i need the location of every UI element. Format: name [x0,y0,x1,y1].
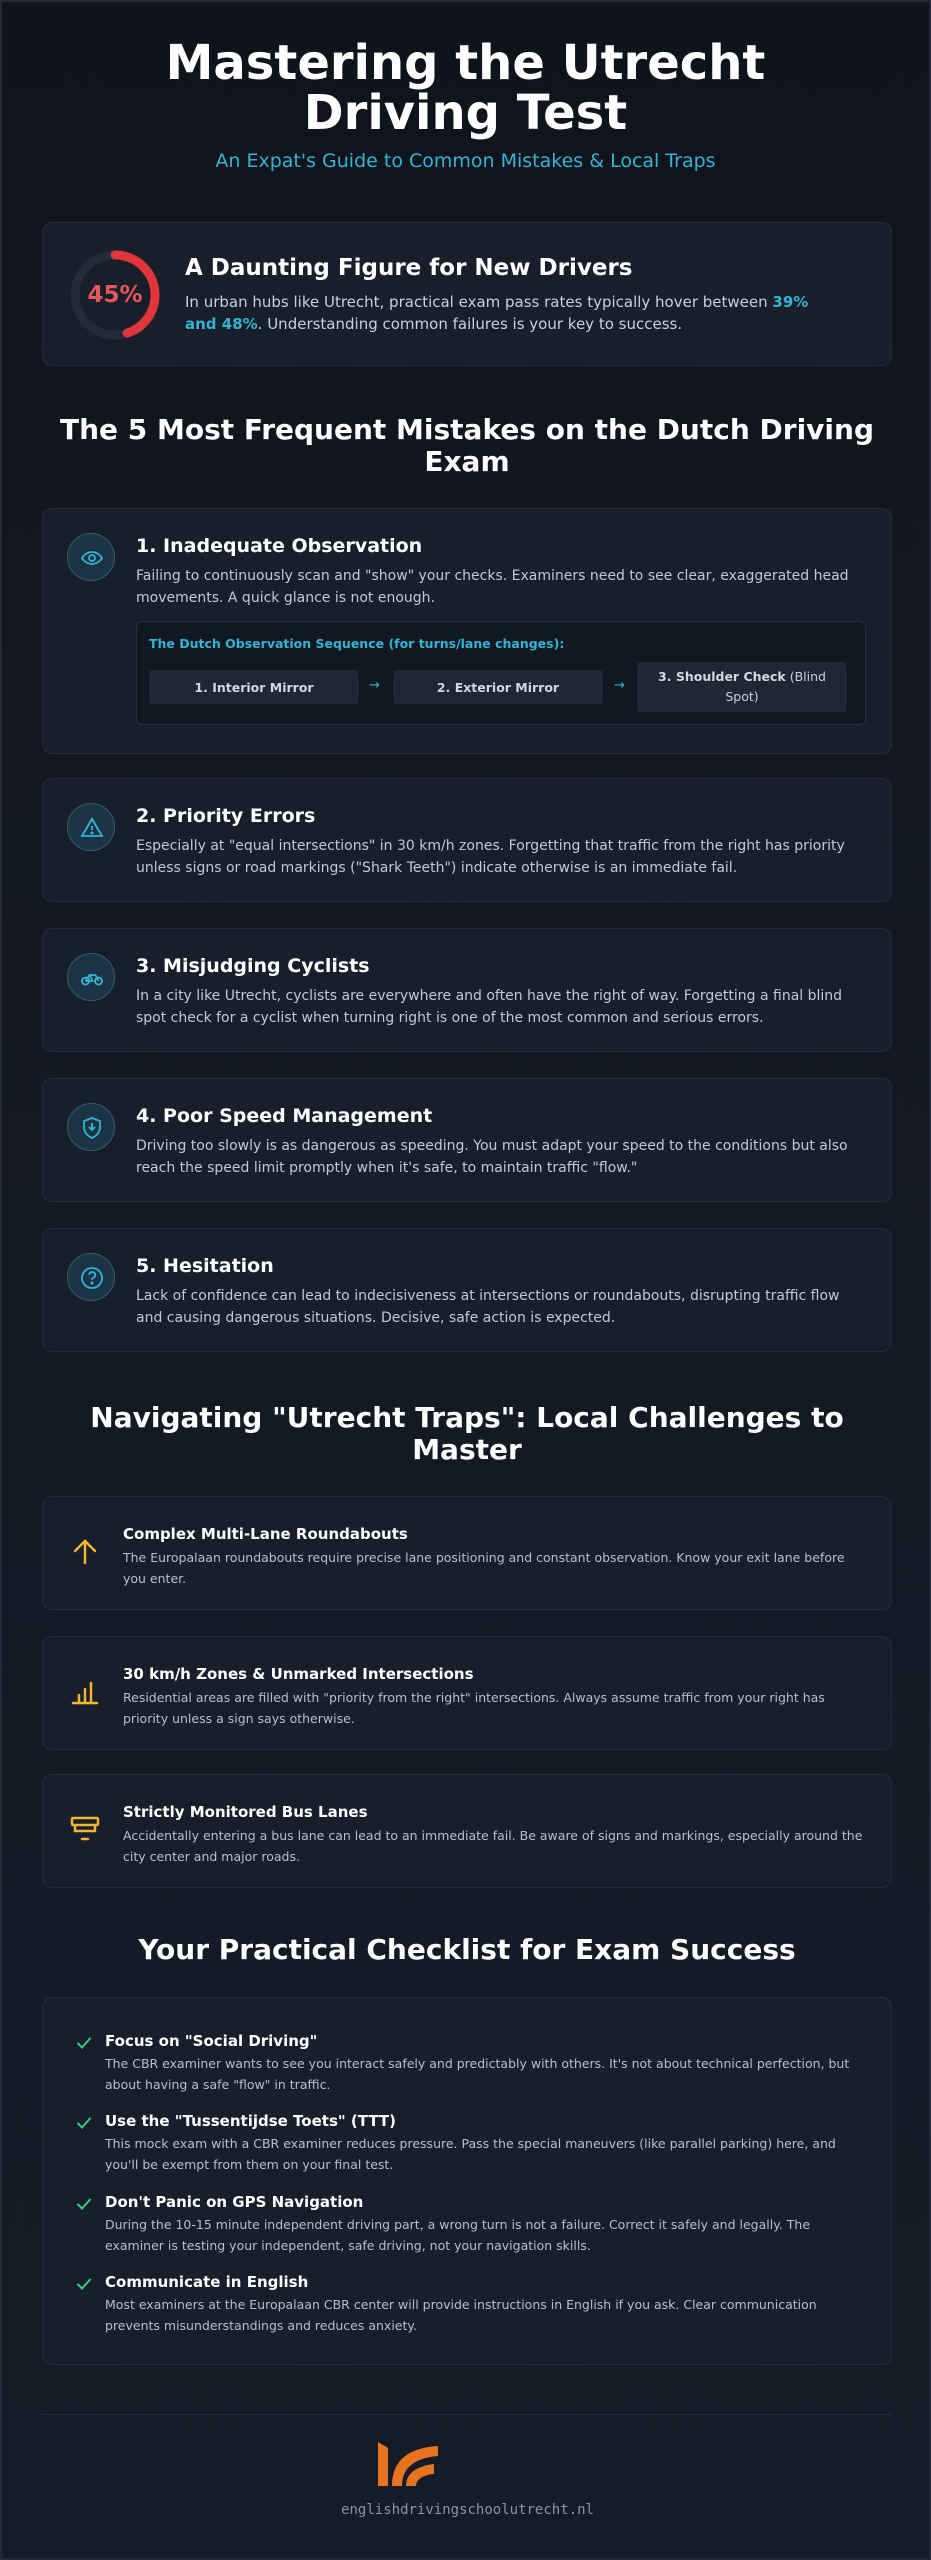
bicycle-icon [67,953,115,1001]
mistakes-section-title: The 5 Most Frequent Mistakes on the Dutch Driving Exam [59,413,875,478]
mistake-body: Lack of confidence can lead to indecisiveness at intersections or roundabouts, disrupting traffic flow and causing dangerous situations. Decisive, safe action is expected. [136,1288,840,1326]
observation-step-1: 1. Interior Mirror [149,670,359,704]
mistake-title: 1. Inadequate Observation [136,535,423,557]
bus-lane-icon [69,1813,101,1845]
eye-icon [67,533,115,581]
header [2,2,929,172]
mistake-card-1 [42,508,892,754]
observation-sequence [136,621,866,725]
mistake-card-3 [42,928,892,1052]
trap-card-2 [42,1636,892,1750]
checklist-item-body: This mock exam with a CBR examiner reduces pressure. Pass the special maneuvers (like parallel parking) here, and you'll be exempt from them on your final test. [105,2136,836,2172]
pass-rate-percent: 45% [87,282,143,308]
traps-section-title: Navigating "Utrecht Traps": Local Challenges to Master [90,1401,844,1466]
observation-sequence-title: The Dutch Observation Sequence (for turns/lane changes): [149,636,565,651]
speed-shield-icon [67,1103,115,1151]
stat-title: A Daunting Figure for New Drivers [185,255,633,281]
mistake-title: 3. Misjudging Cyclists [136,955,370,977]
pass-rate-range: 39% and 48% [185,293,809,333]
footer-url[interactable]: englishdrivingschoolutrecht.nl [341,2502,594,2518]
footer-divider [42,2414,892,2415]
stat-body: In urban hubs like Utrecht, practical exam pass rates typically hover between 39% and 48%. Understanding common failures is your key to success. [185,293,809,333]
warning-triangle-icon [67,803,115,851]
mistake-body: Failing to continuously scan and "show" your checks. Examiners need to see clear, exaggerated head movements. A quick glance is not enough. [136,568,849,606]
checklist-item-body: Most examiners at the Europalaan CBR center will provide instructions in English if you ask. Clear communication prevents misunderstandings and reduces anxiety. [105,2297,817,2333]
checklist-item-title: Use the "Tussentijdse Toets" (TTT) [105,2112,396,2130]
observation-step-2: 2. Exterior Mirror [393,670,603,704]
checklist-item-title: Don't Panic on GPS Navigation [105,2193,364,2211]
checklist-section-title: Your Practical Checklist for Exam Success [138,1933,796,1966]
mistake-title: 2. Priority Errors [136,805,316,827]
checklist-item-body: The CBR examiner wants to see you interact safely and predictably with others. It's not about technical perfection, but about having a safe "flow" in traffic. [105,2056,850,2092]
mistake-title: 5. Hesitation [136,1255,274,1277]
trap-body: Residential areas are filled with "priority from the right" intersections. Always assume traffic from your right has priority unless a sign says otherwise. [123,1690,825,1726]
mistake-card-2 [42,778,892,902]
question-circle-icon [67,1253,115,1301]
mistake-body: Especially at "equal intersections" in 30 km/h zones. Forgetting that traffic from the right has priority unless signs or road markings ("Shark Teeth") indicate otherwise is an immediate fail. [136,838,845,876]
page-subtitle: An Expat's Guide to Common Mistakes & Local Traps [215,150,716,172]
checklist-item-body: During the 10-15 minute independent driving part, a wrong turn is not a failure. Correct it safely and legally. The examiner is testing your independent, safe driving, not your navigation skills. [105,2217,811,2253]
mistake-card-4 [42,1078,892,1202]
page-title: Mastering the Utrecht Driving Test [165,35,766,141]
trap-title: Strictly Monitored Bus Lanes [123,1803,368,1821]
check-icon [75,2195,93,2213]
mistake-card-5 [42,1228,892,1352]
mistake-body: In a city like Utrecht, cyclists are everywhere and often have the right of way. Forgetting a final blind spot check for a cyclist when turning right is one of the most common and serious errors. [136,988,843,1026]
check-icon [75,2275,93,2293]
observation-step-3: 3. Shoulder Check (Blind Spot) [637,662,847,712]
mistake-title: 4. Poor Speed Management [136,1105,433,1127]
trap-title: Complex Multi-Lane Roundabouts [123,1525,408,1543]
checklist-item-title: Communicate in English [105,2273,309,2291]
trap-title: 30 km/h Zones & Unmarked Intersections [123,1665,474,1683]
arrow-right-icon: → [369,678,380,693]
arrow-up-split-icon [69,1535,101,1567]
trap-card-1 [42,1496,892,1610]
checklist-item-title: Focus on "Social Driving" [105,2032,318,2050]
pass-rate-card [42,222,892,366]
check-icon [75,2114,93,2132]
arrow-right-icon: → [614,678,625,693]
bar-chart-icon [69,1675,101,1707]
mistake-body: Driving too slowly is as dangerous as speeding. You must adapt your speed to the conditions but also reach the speed limit promptly when it's safe, to maintain traffic "flow." [136,1138,848,1176]
trap-body: Accidentally entering a bus lane can lead to an immediate fail. Be aware of signs and markings, especially around the city center and major roads. [123,1828,863,1864]
school-logo [376,2440,440,2488]
check-icon [75,2034,93,2052]
trap-body: The Europalaan roundabouts require precise lane positioning and constant observation. Know your exit lane before you enter. [123,1550,845,1586]
trap-card-3 [42,1774,892,1888]
checklist-card [42,1997,892,2365]
